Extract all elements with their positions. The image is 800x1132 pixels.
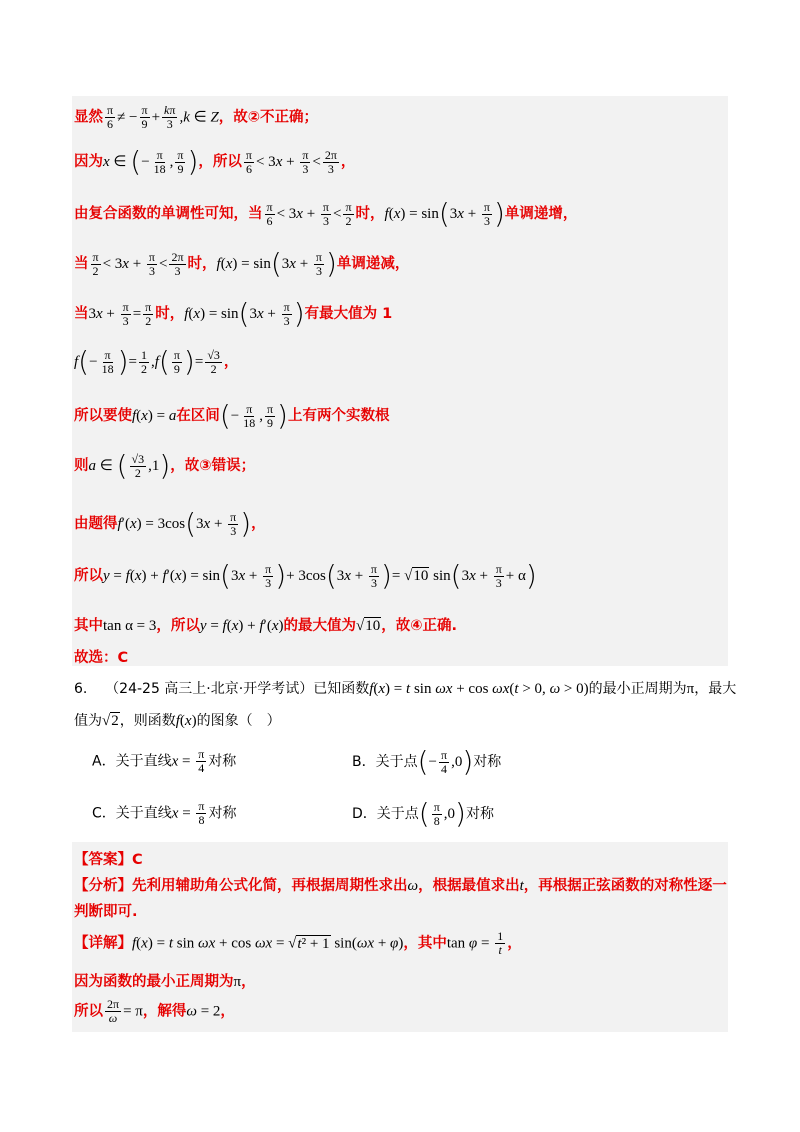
question-6-line-2: 值为√2，则函数f(x)的图象（ ） — [74, 713, 281, 729]
solution-conclusion: 故选：C — [74, 650, 129, 666]
analysis-line-1: 【分析】先利用辅助角公式化简，再根据周期性求出ω，根据最值求出t，再根据正弦函数的对称性逐一 — [74, 878, 727, 894]
answer-label: 【答案】C — [74, 852, 143, 868]
detail-line-3: 所以 $\frac{2\pi}{\omega}$ = π，解得ω = 2， — [74, 997, 235, 1025]
option-a[interactable]: A．关于直线x = $\frac{\pi}{4}$ 对称 — [92, 747, 237, 775]
detail-line-2: 因为函数的最小正周期为π， — [74, 974, 256, 990]
solution-line-2: 因为x ∈ (− $\frac{\pi}{18}$ , $\frac{\pi}{9}$ )，所以 $\frac{\pi}{6}$ < 3x + $\frac{\pi}{3}$ < $\frac{2\pi}{3}$ ， — [74, 145, 356, 178]
option-d[interactable]: D．关于点( $\frac{\pi}{8}$ ,0)对称 — [352, 797, 494, 830]
solution-line-3: 由复合函数的单调性可知，当 $\frac{\pi}{6}$ < 3x + $\frac{\pi}{3}$ < $\frac{\pi}{2}$ 时，f(x) = sin(3x + $\frac{\pi}{3}$ )单调递增， — [74, 197, 578, 230]
option-b[interactable]: B．关于点(− $\frac{\pi}{4}$ ,0)对称 — [352, 745, 502, 778]
analysis-line-2: 判断即可. — [74, 904, 138, 920]
solution-line-9: 由题得f′(x) = 3cos(3x + $\frac{\pi}{3}$ )， — [74, 507, 266, 540]
solution-line-10: 所以y = f(x) + f′(x) = sin(3x + $\frac{\pi}{3}$ )+ 3cos(3x + $\frac{\pi}{3}$ )= √10 sin(3x + $\frac{\pi}{3}$ + α) — [74, 559, 537, 592]
solution-line-5: 当3x + $\frac{\pi}{3}$ = $\frac{\pi}{2}$ 时，f(x) = sin(3x + $\frac{\pi}{3}$ )有最大值为 1 — [74, 297, 393, 330]
solution-line-6: f(− $\frac{\pi}{18}$ )= $\frac{1}{2}$ ,f( $\frac{\pi}{9}$ )= $\frac{√3}{2}$ ， — [74, 345, 239, 378]
solution-line-11: 其中tan α = 3，所以y = f(x) + f′(x)的最大值为√10，故④正确. — [74, 618, 458, 634]
solution-line-7: 所以要使f(x) = a在区间(− $\frac{\pi}{18}$ , $\frac{\pi}{9}$ )上有两个实数根 — [74, 399, 390, 432]
solution-line-1: 显然 $\frac{\pi}{6}$ ≠ − $\frac{\pi}{9}$ + $\frac{k\pi}{3}$ ,k ∈ Z，故②不正确； — [74, 103, 319, 131]
option-c[interactable]: C．关于直线x = $\frac{\pi}{8}$ 对称 — [92, 799, 237, 827]
solution-line-8: 则a ∈ ( $\frac{√3}{2}$ ,1)，故③错误； — [74, 449, 256, 482]
solution-line-4: 当 $\frac{\pi}{2}$ < 3x + $\frac{\pi}{3}$ < $\frac{2\pi}{3}$ 时，f(x) = sin(3x + $\frac{\pi}{3}$ )单调递减， — [74, 247, 410, 280]
question-6-line-1: 6. （24-25 高三上·北京·开学考试）已知函数f(x) = t sin ωx + cos ωx(t > 0, ω > 0)的最小正周期为π，最大 — [74, 681, 737, 697]
detail-line-1: 【详解】f(x) = t sin ωx + cos ωx = √t² + 1 sin(ωx + φ)，其中tan φ = $\frac{1}{t}$ ， — [74, 929, 522, 957]
